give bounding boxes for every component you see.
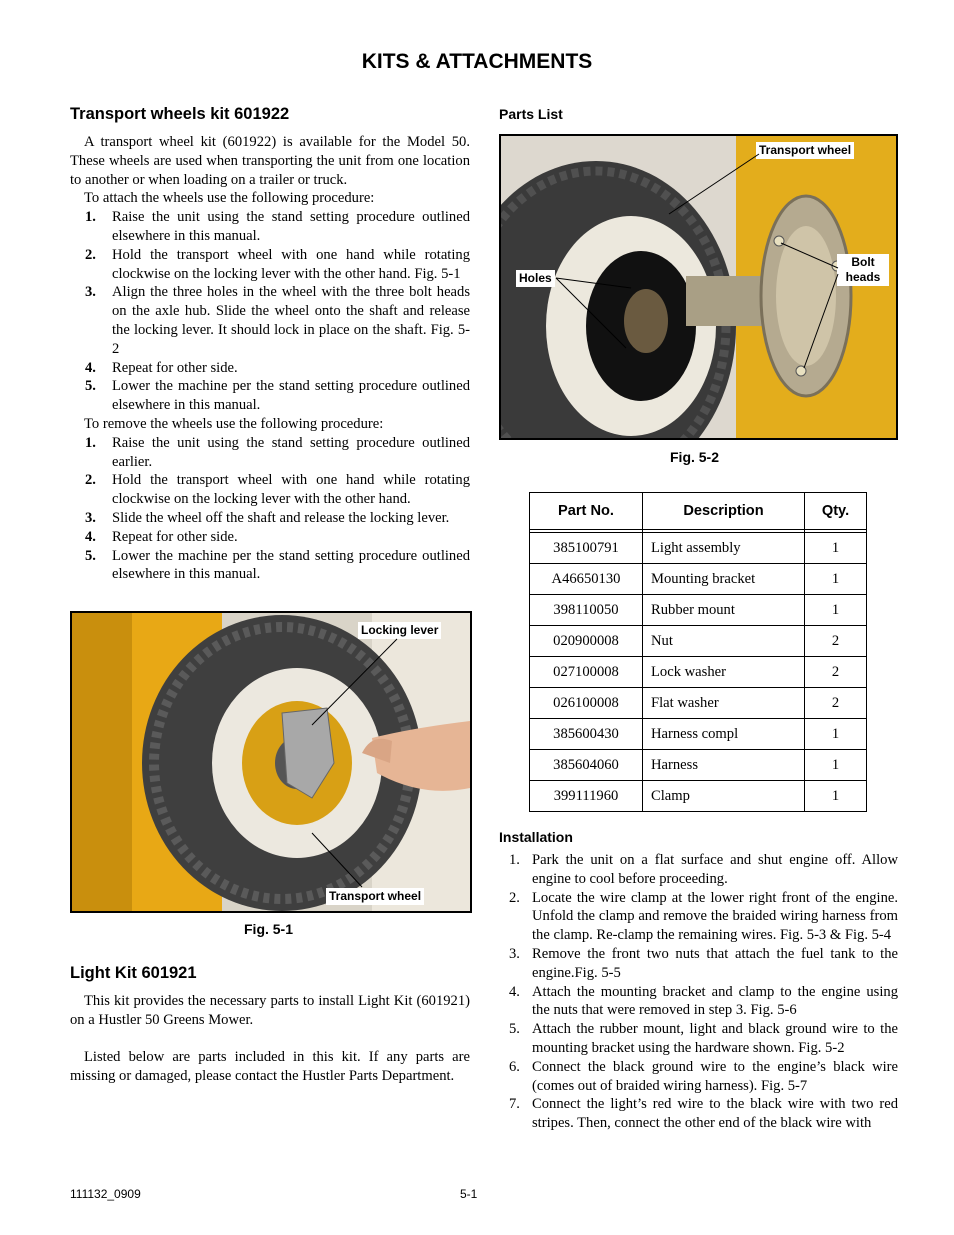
- attach-steps: [70, 208, 470, 415]
- locking-lever-label: Locking lever: [358, 622, 441, 639]
- part-number: 385604060: [530, 750, 643, 781]
- parts-list-heading: Parts List: [499, 106, 563, 122]
- part-qty: 1: [805, 750, 867, 781]
- table-row: [530, 533, 867, 564]
- callout-lines: [501, 136, 896, 438]
- holes-label: Holes: [516, 270, 555, 287]
- table-row: [530, 750, 867, 781]
- callout-lines: [72, 613, 470, 911]
- part-number: 026100008: [530, 688, 643, 719]
- list-item: 6. Connect the black ground wire to the engine’s black wire (comes out of braided wiring harness). Fig. 5-7: [509, 1058, 898, 1094]
- list-item: 1. Raise the unit using the stand setting procedure outlined earlier.: [85, 434, 470, 470]
- footer-doc-id: 111132_0909: [70, 1187, 141, 1201]
- list-item: 5. Lower the machine per the stand setting procedure outlined elsewhere in this manual.: [85, 547, 470, 583]
- part-description: Lock washer: [643, 657, 805, 688]
- part-description: Harness compl: [643, 719, 805, 750]
- attach-intro: To attach the wheels use the following procedure:: [84, 190, 375, 207]
- part-description: Mounting bracket: [643, 564, 805, 595]
- part-qty: 1: [805, 719, 867, 750]
- table-header-row: [530, 493, 867, 530]
- column-header: Part No.: [530, 493, 643, 530]
- list-item: 3. Remove the front two nuts that attach the fuel tank to the engine.Fig. 5-5: [509, 945, 898, 981]
- list-item: 2. Hold the transport wheel with one hand while rotating clockwise on the locking lever with the other hand.: [85, 472, 470, 508]
- part-description: Clamp: [643, 781, 805, 812]
- part-description: Nut: [643, 626, 805, 657]
- remove-steps: [70, 434, 470, 584]
- list-item: 4. Repeat for other side.: [85, 528, 238, 545]
- installation-steps: [499, 851, 898, 1133]
- table-row: [530, 564, 867, 595]
- table-row: [530, 781, 867, 812]
- light-para-2: Listed below are parts included in this kit. If any parts are missing or damaged, please contact the Hustler Parts Department.: [70, 1049, 470, 1085]
- part-number: 399111960: [530, 781, 643, 812]
- fig-5-2-caption: Fig. 5-2: [670, 449, 720, 465]
- part-number: A46650130: [530, 564, 643, 595]
- installation-heading: Installation: [499, 829, 573, 845]
- part-number: 385100791: [530, 533, 643, 564]
- list-item: 3. Slide the wheel off the shaft and release the locking lever.: [85, 509, 450, 526]
- list-item: 2. Locate the wire clamp at the lower right front of the engine. Unfold the clamp and remove the braided wiring harness from the clamp. Re-clamp the remaining wires. Fig. 5-3 & Fig. 5-4: [509, 889, 898, 944]
- fig-5-1-caption: Fig. 5-1: [244, 921, 294, 937]
- column-header: Qty.: [805, 493, 867, 530]
- part-description: Flat washer: [643, 688, 805, 719]
- fig-5-2-photo: [499, 134, 898, 440]
- part-number: 027100008: [530, 657, 643, 688]
- transport-wheel-label: Transport wheel: [326, 888, 424, 905]
- list-item: 4. Attach the mounting bracket and clamp to the engine using the nuts that were removed in step 3. Fig. 5-6: [509, 983, 898, 1019]
- table-row: [530, 719, 867, 750]
- list-item: 5. Attach the rubber mount, light and black ground wire to the mounting bracket using the hardware shown. Fig. 5-2: [509, 1021, 898, 1056]
- list-item: 1. Raise the unit using the stand setting procedure outlined elsewhere in this manual.: [85, 209, 470, 244]
- transport-section: [70, 133, 470, 584]
- part-qty: 1: [805, 595, 867, 626]
- parts-table: [529, 492, 867, 812]
- part-number: 020900008: [530, 626, 643, 657]
- part-description: Light assembly: [643, 533, 805, 564]
- bolt-heads-label: Bolt heads: [837, 254, 889, 286]
- table-row: [530, 657, 867, 688]
- list-item: 3. Align the three holes in the wheel with the three bolt heads on the axle hub. Slide the wheel onto the shaft and release the locking lever. It should lock in place on the shaft. Fig. 5-2: [85, 284, 470, 357]
- part-qty: 1: [805, 564, 867, 595]
- part-number: 398110050: [530, 595, 643, 626]
- light-kit-section: [70, 992, 470, 1086]
- table-row: [530, 595, 867, 626]
- light-para-1: This kit provides the necessary parts to install Light Kit (601921) on a Hustler 50 Greens Mower.: [70, 993, 470, 1028]
- list-item: 4. Repeat for other side.: [85, 359, 238, 376]
- part-description: Rubber mount: [643, 595, 805, 626]
- part-description: Harness: [643, 750, 805, 781]
- list-item: 7. Connect the light’s red wire to the black wire with two red stripes. Then, connect the other end of the black wire with: [509, 1096, 898, 1132]
- part-qty: 2: [805, 626, 867, 657]
- part-qty: 2: [805, 688, 867, 719]
- remove-intro: To remove the wheels use the following procedure:: [84, 415, 384, 432]
- list-item: 1. Park the unit on a flat surface and shut engine off. Allow engine to cool before proceeding.: [509, 852, 898, 887]
- table-row: [530, 626, 867, 657]
- fig-5-1-photo: [70, 611, 472, 913]
- footer-page-number: 5-1: [460, 1187, 478, 1201]
- transport-wheel-label: Transport wheel: [756, 142, 854, 159]
- page-title: KITS & ATTACHMENTS: [361, 50, 593, 73]
- transport-intro: A transport wheel kit (601922) is available for the Model 50. These wheels are used when transporting the unit from one location to another or when loading on a trailer or truck.: [70, 134, 470, 188]
- transport-heading: Transport wheels kit 601922: [70, 105, 290, 123]
- table-row: [530, 688, 867, 719]
- part-number: 385600430: [530, 719, 643, 750]
- list-item: 5. Lower the machine per the stand setting procedure outlined elsewhere in this manual.: [85, 378, 470, 414]
- column-header: Description: [643, 493, 805, 530]
- installation-section: [499, 851, 898, 1133]
- list-item: 2. Hold the transport wheel with one hand while rotating clockwise on the locking lever with the other hand. Fig. 5-1: [85, 246, 470, 282]
- light-kit-heading: Light Kit 601921: [70, 964, 197, 982]
- part-qty: 2: [805, 657, 867, 688]
- part-qty: 1: [805, 781, 867, 812]
- part-qty: 1: [805, 533, 867, 564]
